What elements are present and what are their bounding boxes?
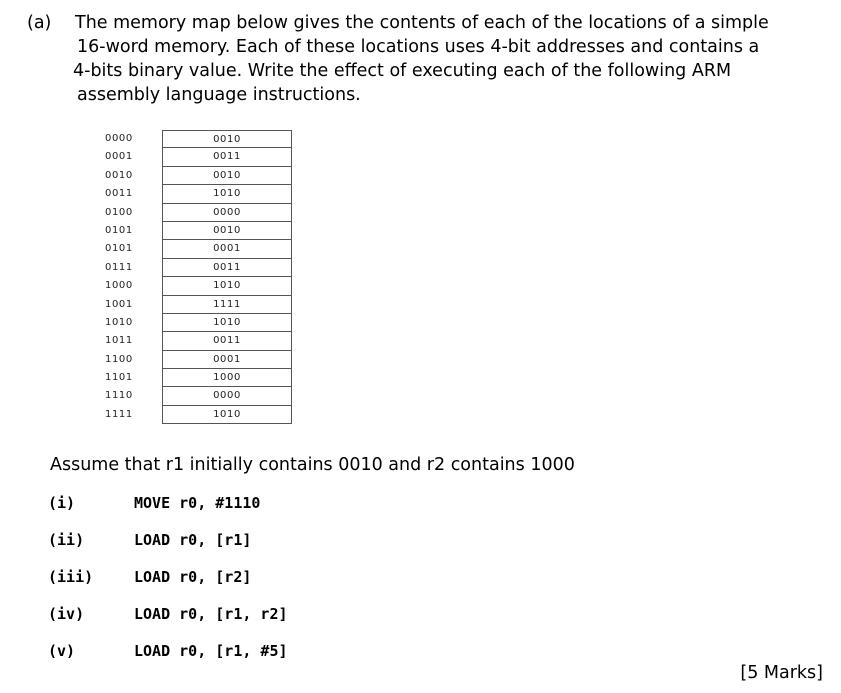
memory-address: 1011 (105, 335, 133, 347)
memory-value: 1111 (162, 296, 292, 314)
instruction-number: (ii) (48, 531, 85, 549)
question-line: assembly language instructions. (77, 85, 361, 105)
memory-value: 1000 (162, 369, 292, 387)
memory-address: 1001 (105, 298, 133, 310)
memory-address: 1110 (105, 390, 133, 402)
question-line: 4-bits binary value. Write the effect of executing each of the following ARM (73, 61, 732, 81)
memory-value: 1010 (162, 406, 292, 424)
instruction-code: LOAD r0, [r1, #5] (134, 642, 288, 660)
memory-value: 0000 (162, 204, 292, 222)
memory-address: 0100 (105, 206, 133, 218)
memory-address: 1010 (105, 316, 133, 328)
memory-value: 0010 (162, 130, 292, 148)
memory-address: 0111 (105, 261, 133, 273)
memory-address: 1000 (105, 280, 133, 292)
memory-address: 0010 (105, 169, 133, 181)
question-line: The memory map below gives the contents of each of the locations of a simple (75, 13, 769, 33)
instruction-code: LOAD r0, [r1] (134, 531, 252, 549)
memory-value: 0011 (162, 148, 292, 166)
memory-value: 1010 (162, 185, 292, 203)
memory-address: 0011 (105, 188, 133, 200)
memory-address: 0101 (105, 224, 133, 236)
instruction-number: (iii) (48, 568, 94, 586)
memory-value: 0010 (162, 222, 292, 240)
instruction-code: MOVE r0, #1110 (134, 494, 261, 512)
memory-value: 0011 (162, 259, 292, 277)
instruction-code: LOAD r0, [r1, r2] (134, 605, 288, 623)
question-line: 16-word memory. Each of these locations uses 4-bit addresses and contains a (77, 37, 760, 57)
instruction-number: (v) (48, 642, 76, 660)
assumption-text: Assume that r1 initially contains 0010 and r2 contains 1000 (50, 455, 575, 475)
memory-value: 0011 (162, 332, 292, 350)
memory-value: 0001 (162, 240, 292, 258)
memory-value: 0001 (162, 351, 292, 369)
instruction-number: (i) (48, 494, 76, 512)
memory-address: 1101 (105, 372, 133, 384)
question-label: (a) (27, 13, 52, 33)
memory-value: 0010 (162, 167, 292, 185)
memory-value: 1010 (162, 314, 292, 332)
memory-address: 0000 (105, 133, 133, 144)
memory-value: 0000 (162, 387, 292, 405)
memory-address: 1111 (105, 408, 133, 420)
memory-value: 1010 (162, 277, 292, 295)
marks-label: [5 Marks] (740, 663, 823, 683)
memory-address: 1100 (105, 353, 133, 365)
memory-address: 0001 (105, 151, 133, 163)
instruction-code: LOAD r0, [r2] (134, 568, 252, 586)
question-text (75, 11, 827, 107)
memory-address: 0101 (105, 243, 133, 255)
instruction-number: (iv) (48, 605, 85, 623)
